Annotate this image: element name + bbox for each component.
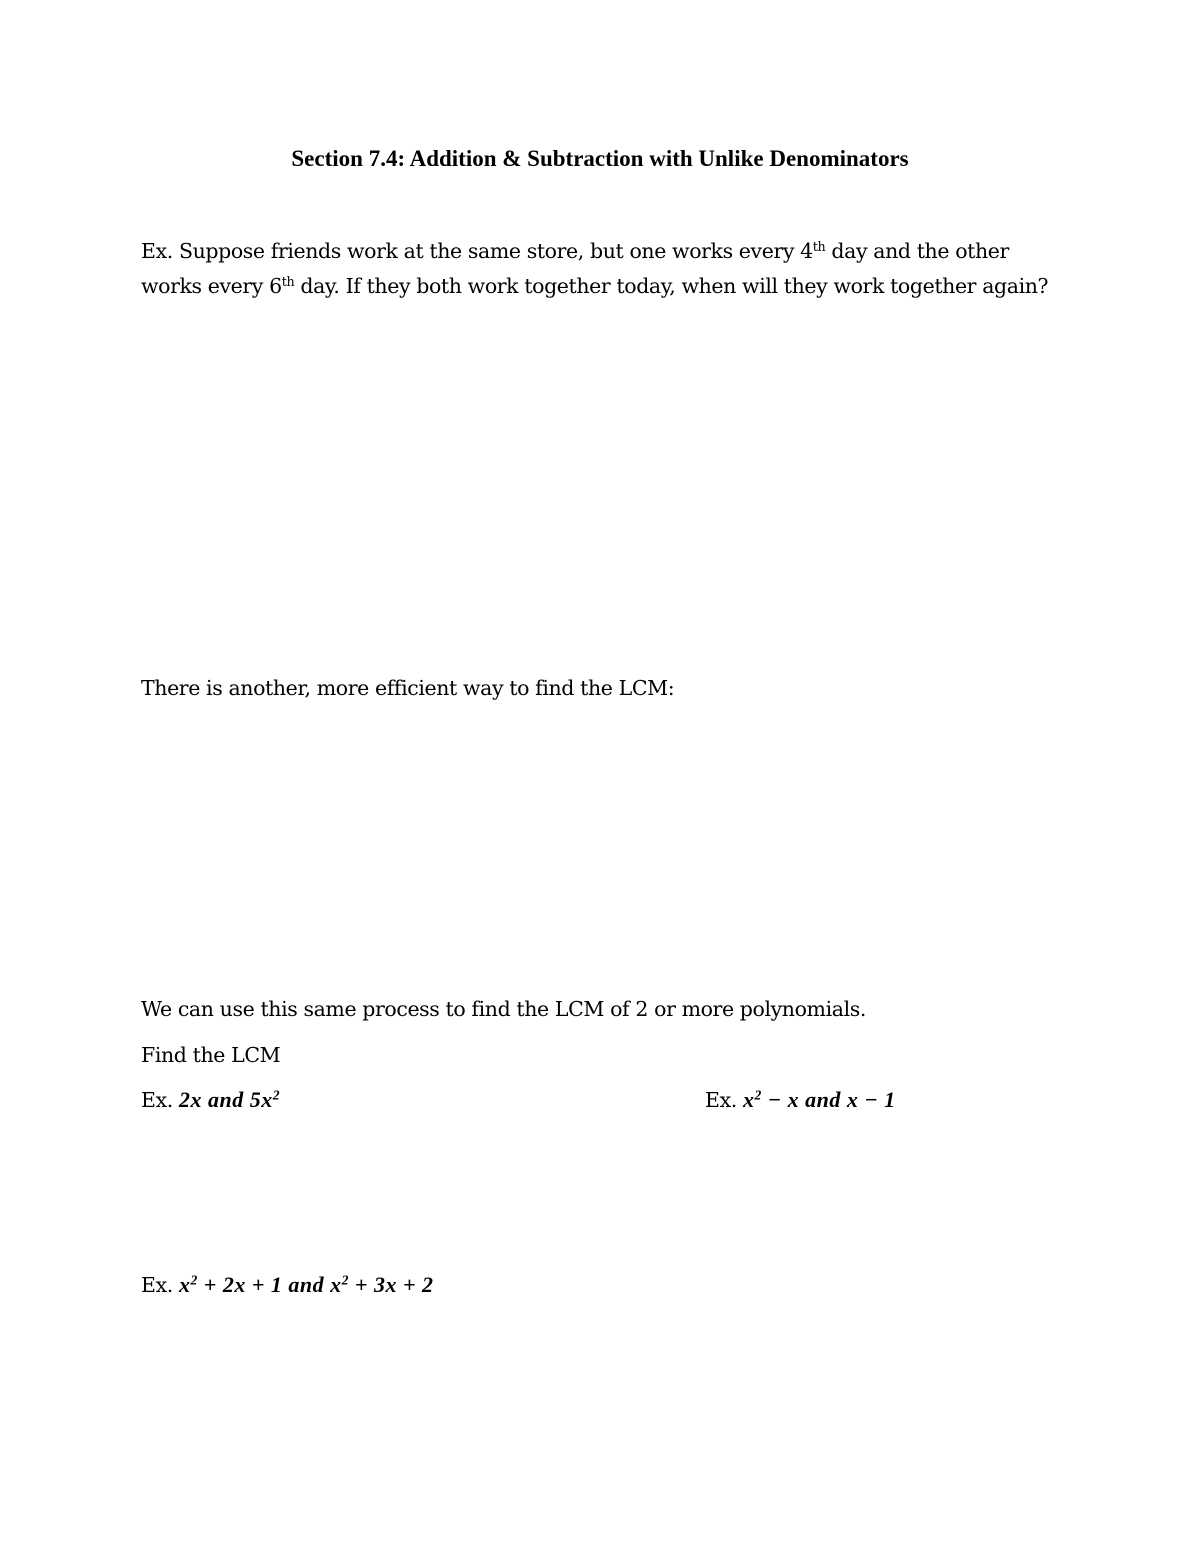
- superscript-th-2: th: [281, 273, 295, 289]
- example-b: [705, 1083, 896, 1118]
- example-c-rest: + 3x + 2: [348, 1272, 434, 1297]
- example-1-text-start: Ex. Suppose friends work at the same store, but one works every 4: [141, 239, 813, 263]
- example-b-base: x: [742, 1087, 755, 1112]
- page-title: Section 7.4: Addition & Subtraction with Unlike Denominators: [291, 146, 909, 171]
- example-b-exponent: 2: [754, 1087, 762, 1103]
- example-b-label: Ex.: [705, 1088, 743, 1112]
- example-c-label: Ex.: [141, 1273, 179, 1297]
- example-b-expression: [743, 1087, 896, 1112]
- example-a-expression: [179, 1087, 280, 1112]
- example-1-text-end: day. If they both work together today, when will they work together again?: [294, 273, 1049, 298]
- polynomials-intro-paragraph: We can use this same process to find the LCM of 2 or more polynomials.: [141, 997, 866, 1021]
- example-1-text-middle: day and the other works every 6: [141, 239, 1009, 298]
- example-a-exponent: 2: [272, 1087, 281, 1103]
- example-1-paragraph: [141, 234, 1061, 303]
- find-lcm-heading: Find the LCM: [141, 1043, 281, 1067]
- example-c-base-1: x: [178, 1272, 191, 1297]
- example-c-middle: + 2x + 1 and x: [197, 1272, 342, 1297]
- efficient-way-paragraph: There is another, more efficient way to find the LCM:: [141, 676, 675, 700]
- example-a: [141, 1083, 280, 1118]
- example-c: [141, 1268, 433, 1303]
- example-b-rest: − x and x − 1: [761, 1087, 896, 1112]
- example-c-exponent-2: 2: [341, 1272, 349, 1288]
- example-c-expression: [179, 1272, 434, 1297]
- example-a-label: Ex.: [141, 1088, 179, 1112]
- example-c-exponent-1: 2: [190, 1272, 198, 1288]
- example-a-expression-text: 2x and 5x: [178, 1087, 273, 1112]
- superscript-th-1: th: [812, 239, 826, 255]
